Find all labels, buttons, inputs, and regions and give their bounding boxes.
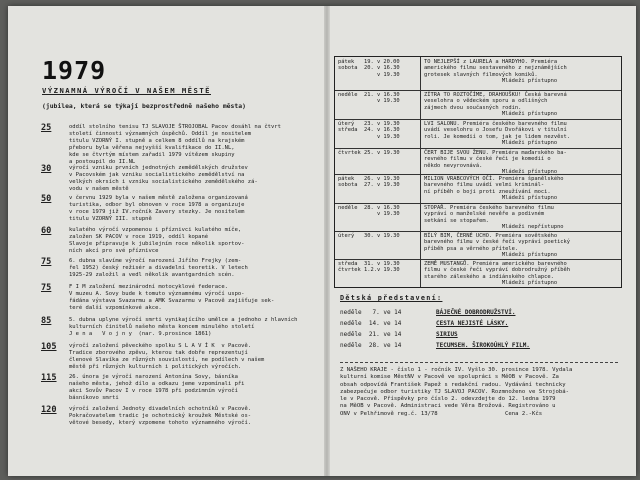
anniversary-item [41,194,316,226]
kids-show-row [340,309,620,319]
program-row [335,174,621,204]
cinema-program-table [334,56,622,288]
kids-show-film: BÁJEČNÉ DOBRODRUŽSTVÍ. [436,309,516,316]
anniversary-text: F I M založení mezinárodní motocyklové federace. V muzeu A. Sovy bude k tomuto významnému výročí uspo- řádána výstava Svazarmu a AMK Svazarmu v Pacově zajišťuje sek- teré další vzpomínkové akce. [69,284,275,312]
program-dates: neděle 21. v 16.30 v 19.30 [338,92,400,105]
anniversary-number: 50 [41,194,52,204]
anniversary-item [41,257,316,283]
program-dates: středa 31. v 19.30 čtvrtek 1.2.v 19.30 [338,261,400,274]
program-row [335,203,621,232]
anniversary-item [41,283,316,315]
anniversary-text: výročí vzniku prvních jednotných zemědělských družstev v Pacovském jak vzniku socialistického zemědělství na velkých okrsích i vzniku socialistického zemědělského zá- vodu v našem městě [69,165,258,193]
program-row [335,119,621,149]
anniversary-number: 105 [41,342,57,352]
program-row [335,90,621,120]
program-dates: pátek 26. v 19.30 sobota 27. v 19.30 [338,176,400,189]
anniversary-text: 5. dubna uplyne výročí smrti vynikajícího umělce a jednoho z hlavních kulturních činitelů našeho města koncem minulého století J e n a V o j n y (nar. 9.prosince 1861) [69,317,298,338]
program-film: ČERT BIJE SVOU ŽENU. Premiéra maďarského ba- revného filmu v české řeči je komedií o někdo nevyrovnává. Mládeži přístupno [424,150,567,176]
anniversary-item [41,226,316,258]
right-page [330,6,636,476]
anniversary-text: výročí založení pěveckého spolku S L A V Í K v Pacově. Tradice zborového zpěvu, kterou tak dobře reprezentují členové Slavíka ze různých souvislostí, ne podílech v našem městě při různých kulturních i politických výročích. [69,343,265,371]
program-row [335,231,621,260]
kids-show-film: SIRIUS [436,331,458,338]
program-film: LVI SALONU. Premiéra českého barevného filmu uvádí veselohru o Josefu Dvořákovi v titulní roli. Je komedií o tom, jak je lidem nezvěst. Mládeži přístupno [424,121,571,147]
program-film: ZEMĚ MUSTANGŮ. Premiéra amerického barevného filmu v české řeči vypráví dobrodružný příběh starého záleského a indiánského chlapce. Mládeži přístupno [424,261,571,287]
anniversary-number: 60 [41,226,52,236]
kids-show-date: neděle 21. ve 14 [340,331,402,338]
kids-show-film: TECUMSEH. ŠIROKOÚHLÝ FILM. [436,342,530,349]
program-film: ZÍTRA TO ROZTOČÍME, DRAHOUŠKU! Česká barevná veselohra o vědeckém sporu a odlišných zájmech dvou současných rodin. Mládeži přístupno [424,92,567,118]
anniversary-item [41,342,316,374]
left-page [8,6,324,476]
program-row [335,57,621,91]
program-row [335,259,621,287]
kids-show-row [340,331,620,341]
kids-show-date: neděle 28. ve 14 [340,342,402,349]
kids-show-row [340,342,620,352]
year-title: 1979 [42,56,107,85]
anniversary-number: 120 [41,405,57,415]
anniversary-text: výročí založení Jednoty divadelních ochotníků v Pacově. Pokračovatelem tradic je ochotnický kroužek Městské os- větové besedy, který vzpomene tohoto významného výročí. [69,406,252,427]
program-film: TO NEJLEPŠÍ z LAURELA a HARDYHO. Premiéra amerického filmu sestaveného z nejznámějších grotesek slavných filmových komiků. Mládeži přístupno [424,59,567,85]
anniversary-text: 6. dubna slavíme výročí narození Jiřího Frejky (zem- řel 1952) český režisér a divadelní teoretik. V letech 1925-29 založil a vedl několik avantgardních scén. [69,258,248,279]
anniversary-text: oddíl stolního tenisu TJ SLAVOJE ŠTROJOBAL Pacov dosáhl na čtvrt století činnosti významných úspěchů. Oddíl je nositelem titulu VZORNÝ I. stupně a celkem 8 oddílů na krajském přeboru byla věřena nejvyšší kvalifikace do II.NL, kde se čtvrtým místem zařadil 1979 vítězem skupiny a postoupil do II.NL [69,124,281,166]
anniversary-item [41,405,316,431]
program-dates: úterý 30. v 19.30 [338,233,400,239]
anniversary-item [41,164,316,196]
kids-show-row [340,320,620,330]
kids-show-film: CESTA NEJISTÉ LÁSKY. [436,320,509,327]
anniversary-number: 75 [41,257,52,267]
section-heading: VÝZNAMNÁ VÝROČÍ V NAŠEM MĚSTĚ [42,86,211,95]
anniversary-text: kulatého výročí vzpomenou i příznivci kulatého míče, založen SK PACOV v roce 1919, oddíl kopané Slavoje připravuje k jubilejním roce několik sportov- ních akcí pro své příznivce [69,227,245,255]
anniversary-text: 26. února je výročí narození Antonína Sovy, básníka našeho města, jehož dílo a odkazu jeme vzpomínali při akci Sovův Pacov I v roce 1978 při podzimním výročí básníkovo smrti [69,374,245,402]
anniversary-item [41,316,316,342]
program-film: STOPAŘ. Premiéra českého barevného filmu vypráví o manželské nevěře a podivném setkání se stopařem. Mládeži nepřístupno [424,205,564,231]
program-dates: pátek 19. v 20.00 sobota 20. v 16.30 v 19.30 [338,59,400,78]
program-film: MILION VRABCOVÝCH OČÍ. Premiéra španělského barevného filmu uvádí velmi kriminál- ní příběh o boji proti zneužívání moci. Mládeži přístupno [424,176,564,202]
program-row [335,148,621,175]
anniversary-number: 115 [41,373,57,383]
kids-shows-title: Dětská představení: [340,294,443,302]
anniversary-number: 30 [41,164,52,174]
section-subheading: (jubilea, která se týkají bezprostředně našeho města) [42,102,246,110]
program-dates: čtvrtek 25. v 19.30 [338,150,400,156]
anniversary-item [41,373,316,405]
colophon: Z NAŠEHO KRAJE - číslo 1 - ročník IV. Vyšlo 30. prosince 1978. Vydala kulturní komise MěstNV v Pacově ve spolupráci s MěOB v Pacově. Za obsah odpovídá František Papež s redakční radou. Vydávání technicky zabezpečuje odbor turistiky TJ SLAVOJ PACOV. Rozmnoženo ve Strojobá- le v Pacově. Příspěvky pro číslo 2. odevzdejte do 12. ledna 1979 na MěOB v Pacově. Administraci vede Věra Brožová. Registrováno u ONV v Pelhřimově reg.č. 13/78 Cena 2.-Kčs [340,367,573,417]
anniversary-number: 75 [41,283,52,293]
anniversary-text: v červnu 1929 byla v našem městě založena organizovaná turistika, odbor byl obnoven v roce 1978 a organizuje v roce 1979 již IV.ročník Zavery stezky. Je nositelem titulu VZORNÝ III. stupně [69,195,248,223]
kids-show-date: neděle 14. ve 14 [340,320,402,327]
program-dates: neděle 28. v 16.30 v 19.30 [338,205,400,218]
document-spread [8,6,636,476]
footer-divider [340,362,618,363]
kids-show-date: neděle 7. ve 14 [340,309,402,316]
anniversary-number: 85 [41,316,52,326]
program-film: BÍLÝ BIM, ČERNÉ UCHO. Premiéra sovětského barevného filmu v české řeči vypráví poetický příběh psa a věrného přítele. Mládeži přístupno [424,233,571,259]
program-dates: úterý 23. v 19.30 středa 24. v 16.30 v 19.30 [338,121,400,140]
anniversary-number: 25 [41,123,52,133]
anniversary-item [41,123,316,169]
